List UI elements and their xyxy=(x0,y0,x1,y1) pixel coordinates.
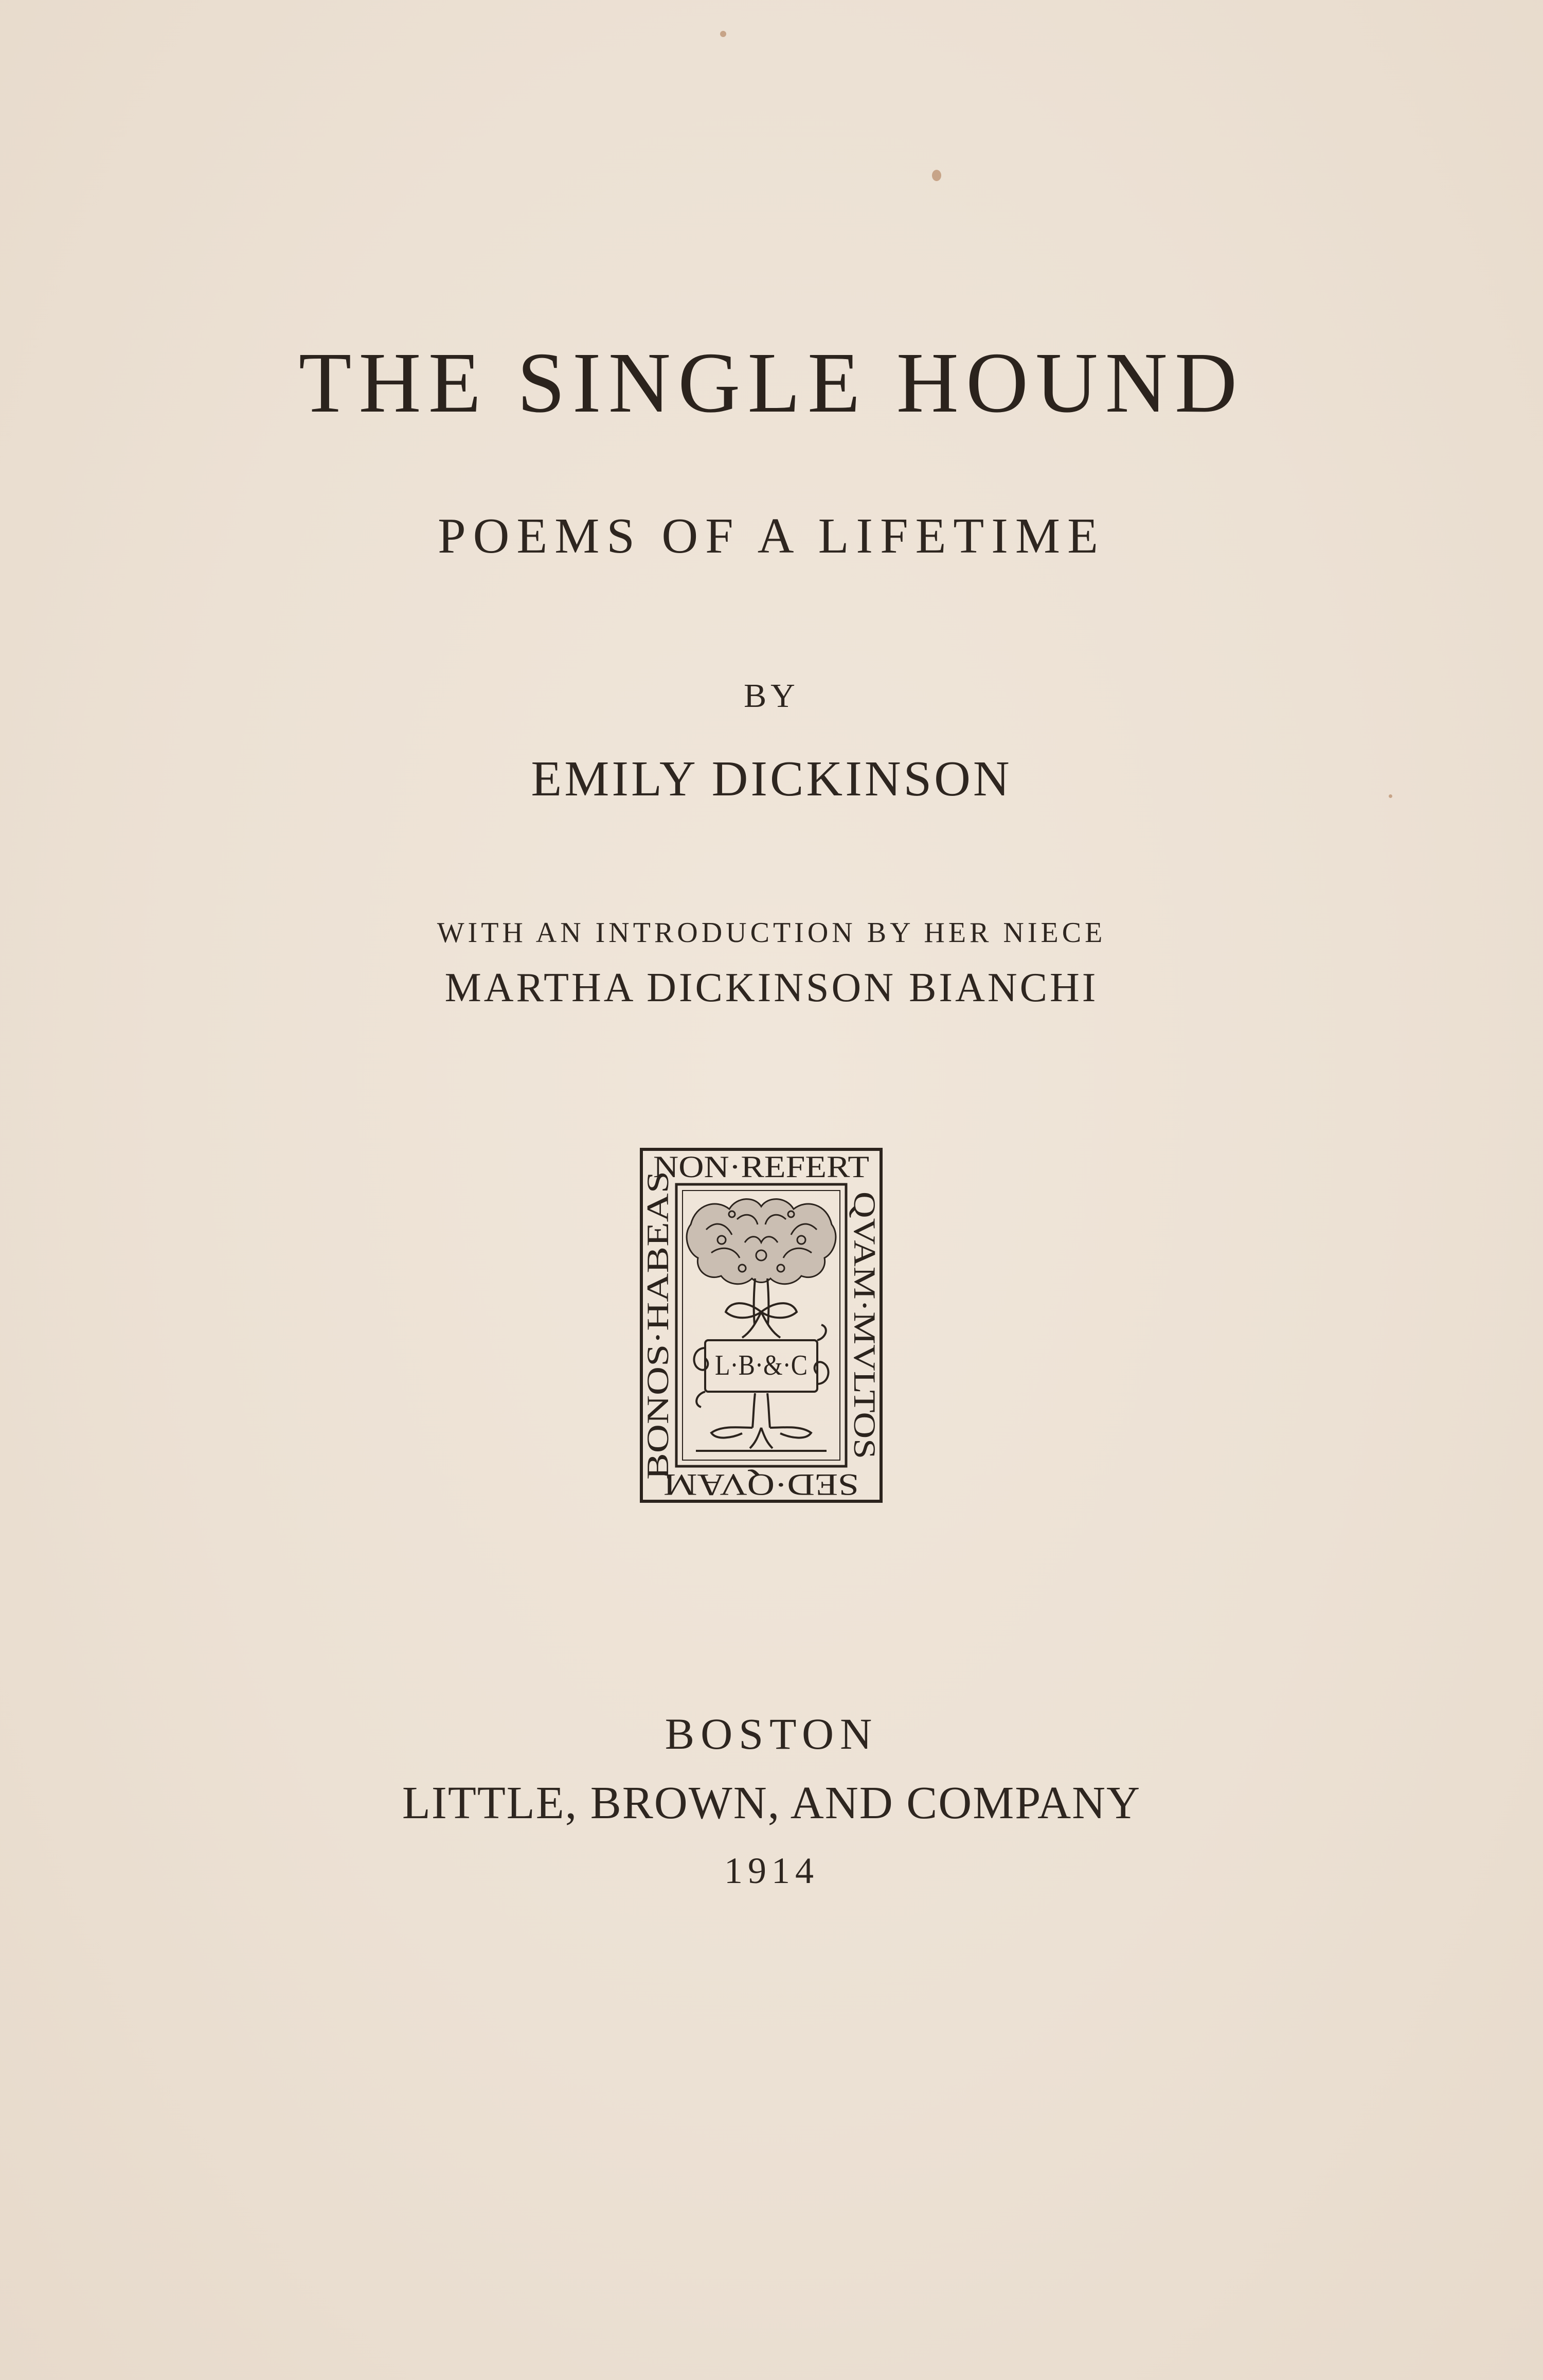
device-motto-bottom: SED·QVAM xyxy=(663,1468,859,1502)
publisher-device xyxy=(639,1147,883,1503)
introducer-name: MARTHA DICKINSON BIANCHI xyxy=(444,965,1099,1010)
publication-year: 1914 xyxy=(724,1850,819,1891)
book-title: THE SINGLE HOUND xyxy=(298,335,1245,431)
tree-roots-icon xyxy=(696,1393,827,1451)
tree-trunk-icon xyxy=(726,1278,797,1338)
device-motto-top: NON·REFERT xyxy=(653,1150,869,1184)
paper-speck xyxy=(932,170,941,181)
author-name: EMILY DICKINSON xyxy=(531,751,1012,807)
tree-foliage-icon xyxy=(687,1199,836,1284)
byline-by: BY xyxy=(744,677,799,715)
device-initials: L·B·&·C xyxy=(715,1349,808,1381)
device-motto-left: BONOS·HABEAS xyxy=(641,1241,675,1480)
publication-city: BOSTON xyxy=(665,1709,878,1759)
publisher-name: LITTLE, BROWN, AND COMPANY xyxy=(402,1778,1141,1828)
paper-speck xyxy=(720,31,726,37)
book-subtitle: POEMS OF A LIFETIME xyxy=(438,508,1105,564)
device-motto-right: QVAM·MVLTOS xyxy=(848,1192,882,1416)
introduction-credit: WITH AN INTRODUCTION BY HER NIECE xyxy=(437,917,1106,949)
